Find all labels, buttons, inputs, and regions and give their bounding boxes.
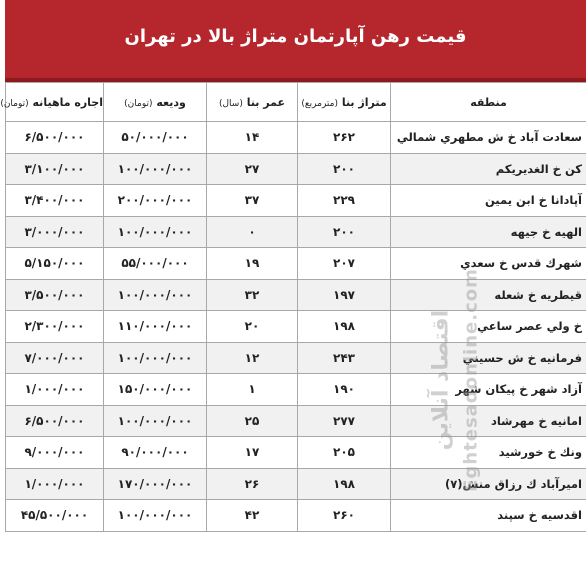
column-header-area-label: متراژ بنا bbox=[341, 95, 387, 109]
cell-rent: ۱/۰۰۰/۰۰۰ bbox=[6, 374, 104, 406]
column-header-age bbox=[207, 83, 298, 122]
cell-rent: ۳/۵۰۰/۰۰۰ bbox=[6, 279, 104, 311]
cell-region: خ ولي عصر ساعي bbox=[391, 311, 586, 343]
cell-age: ۱ bbox=[207, 374, 298, 406]
cell-age: ۲۵ bbox=[207, 405, 298, 437]
table-row bbox=[6, 374, 586, 406]
cell-area: ۲۰۰ bbox=[298, 153, 391, 185]
cell-rent: ۶/۵۰۰/۰۰۰ bbox=[6, 122, 104, 154]
cell-region: كن خ الغديريكم bbox=[391, 153, 586, 185]
cell-deposit: ۱۰۰/۰۰۰/۰۰۰ bbox=[104, 405, 207, 437]
column-header-deposit bbox=[104, 83, 207, 122]
cell-deposit: ۱۰۰/۰۰۰/۰۰۰ bbox=[104, 342, 207, 374]
cell-region: آپادانا خ ابن يمين bbox=[391, 185, 586, 217]
cell-rent: ۶/۵۰۰/۰۰۰ bbox=[6, 405, 104, 437]
cell-deposit: ۹۰/۰۰۰/۰۰۰ bbox=[104, 437, 207, 469]
cell-area: ۱۹۰ bbox=[298, 374, 391, 406]
cell-rent: ۵/۱۵۰/۰۰۰ bbox=[6, 248, 104, 280]
table-header-row bbox=[6, 83, 586, 122]
cell-rent: ۳/۴۰۰/۰۰۰ bbox=[6, 185, 104, 217]
table-row bbox=[6, 468, 586, 500]
cell-age: ۱۹ bbox=[207, 248, 298, 280]
cell-rent: ۳/۰۰۰/۰۰۰ bbox=[6, 216, 104, 248]
column-header-area-unit: (مترمربع) bbox=[301, 98, 338, 109]
cell-deposit: ۵۰/۰۰۰/۰۰۰ bbox=[104, 122, 207, 154]
cell-deposit: ۱۵۰/۰۰۰/۰۰۰ bbox=[104, 374, 207, 406]
cell-rent: ۲/۳۰۰/۰۰۰ bbox=[6, 311, 104, 343]
cell-area: ۲۰۵ bbox=[298, 437, 391, 469]
table-row bbox=[6, 122, 586, 154]
table-row bbox=[6, 311, 586, 343]
table-row bbox=[6, 248, 586, 280]
column-header-age-label: عمر بنا bbox=[246, 95, 285, 109]
cell-rent: ۳/۱۰۰/۰۰۰ bbox=[6, 153, 104, 185]
cell-area: ۱۹۷ bbox=[298, 279, 391, 311]
cell-area: ۱۹۸ bbox=[298, 468, 391, 500]
cell-age: ۰ bbox=[207, 216, 298, 248]
column-header-deposit-unit: (تومان) bbox=[124, 98, 153, 109]
column-header-deposit-label: ودیعه bbox=[156, 95, 186, 109]
cell-rent: ۱/۰۰۰/۰۰۰ bbox=[6, 468, 104, 500]
table-row bbox=[6, 437, 586, 469]
cell-region: فرمانيه خ ش حسيني bbox=[391, 342, 586, 374]
column-header-region bbox=[391, 83, 586, 122]
table-row bbox=[6, 153, 586, 185]
watermark-persian: اقتصاد آنلاین bbox=[428, 309, 454, 451]
cell-deposit: ۱۰۰/۰۰۰/۰۰۰ bbox=[104, 216, 207, 248]
page-title: قیمت رهن آپارتمان متراژ بالا در تهران bbox=[124, 26, 467, 47]
title-banner bbox=[5, 0, 586, 82]
cell-region: اقدسيه خ سپند bbox=[391, 500, 586, 532]
cell-deposit: ۱۰۰/۰۰۰/۰۰۰ bbox=[104, 153, 207, 185]
cell-region: اميرآباد ك رزاق منش(۷) bbox=[391, 468, 586, 500]
cell-age: ۴۲ bbox=[207, 500, 298, 532]
cell-region: سعادت آباد خ ش مطهري شمالي bbox=[391, 122, 586, 154]
rent-price-table bbox=[0, 82, 586, 532]
cell-area: ۲۰۷ bbox=[298, 248, 391, 280]
table-row bbox=[6, 216, 586, 248]
cell-region: شهرك قدس خ سعدي bbox=[391, 248, 586, 280]
cell-deposit: ۱۰۰/۰۰۰/۰۰۰ bbox=[104, 500, 207, 532]
cell-deposit: ۱۰۰/۰۰۰/۰۰۰ bbox=[104, 279, 207, 311]
column-header-age-unit: (سال) bbox=[218, 98, 243, 109]
cell-area: ۲۴۳ bbox=[298, 342, 391, 374]
watermark-latin: Eghtesadonline.com bbox=[460, 268, 482, 492]
cell-deposit: ۲۰۰/۰۰۰/۰۰۰ bbox=[104, 185, 207, 217]
table-row bbox=[6, 185, 586, 217]
cell-deposit: ۱۷۰/۰۰۰/۰۰۰ bbox=[104, 468, 207, 500]
cell-age: ۲۶ bbox=[207, 468, 298, 500]
table-row bbox=[6, 342, 586, 374]
cell-region: ونك خ خورشيد bbox=[391, 437, 586, 469]
cell-age: ۳۷ bbox=[207, 185, 298, 217]
cell-region: قيطريه خ شعله bbox=[391, 279, 586, 311]
column-header-rent-unit: (تومان) bbox=[0, 98, 29, 109]
column-header-rent bbox=[0, 83, 104, 122]
cell-age: ۲۰ bbox=[207, 311, 298, 343]
cell-region: آزاد شهر خ پيكان شهر bbox=[391, 374, 586, 406]
column-header-region-label: منطقه bbox=[470, 95, 507, 109]
table-row bbox=[6, 405, 586, 437]
cell-rent: ۹/۰۰۰/۰۰۰ bbox=[6, 437, 104, 469]
cell-area: ۱۹۸ bbox=[298, 311, 391, 343]
cell-age: ۳۲ bbox=[207, 279, 298, 311]
column-header-rent-label: اجاره ماهیانه bbox=[32, 95, 103, 109]
cell-area: ۲۲۹ bbox=[298, 185, 391, 217]
column-header-area bbox=[298, 83, 391, 122]
cell-age: ۲۷ bbox=[207, 153, 298, 185]
cell-area: ۲۶۲ bbox=[298, 122, 391, 154]
cell-age: ۱۷ bbox=[207, 437, 298, 469]
cell-area: ۲۶۰ bbox=[298, 500, 391, 532]
cell-deposit: ۵۵/۰۰۰/۰۰۰ bbox=[104, 248, 207, 280]
cell-region: امانيه خ مهرشاد bbox=[391, 405, 586, 437]
cell-rent: ۷/۰۰۰/۰۰۰ bbox=[6, 342, 104, 374]
cell-age: ۱۴ bbox=[207, 122, 298, 154]
cell-area: ۲۰۰ bbox=[298, 216, 391, 248]
cell-rent: ۴۵/۵۰۰/۰۰۰ bbox=[6, 500, 104, 532]
cell-age: ۱۲ bbox=[207, 342, 298, 374]
table-row bbox=[6, 279, 586, 311]
cell-area: ۲۷۷ bbox=[298, 405, 391, 437]
table-row bbox=[6, 500, 586, 532]
cell-region: الهيه خ جيهه bbox=[391, 216, 586, 248]
cell-deposit: ۱۱۰/۰۰۰/۰۰۰ bbox=[104, 311, 207, 343]
